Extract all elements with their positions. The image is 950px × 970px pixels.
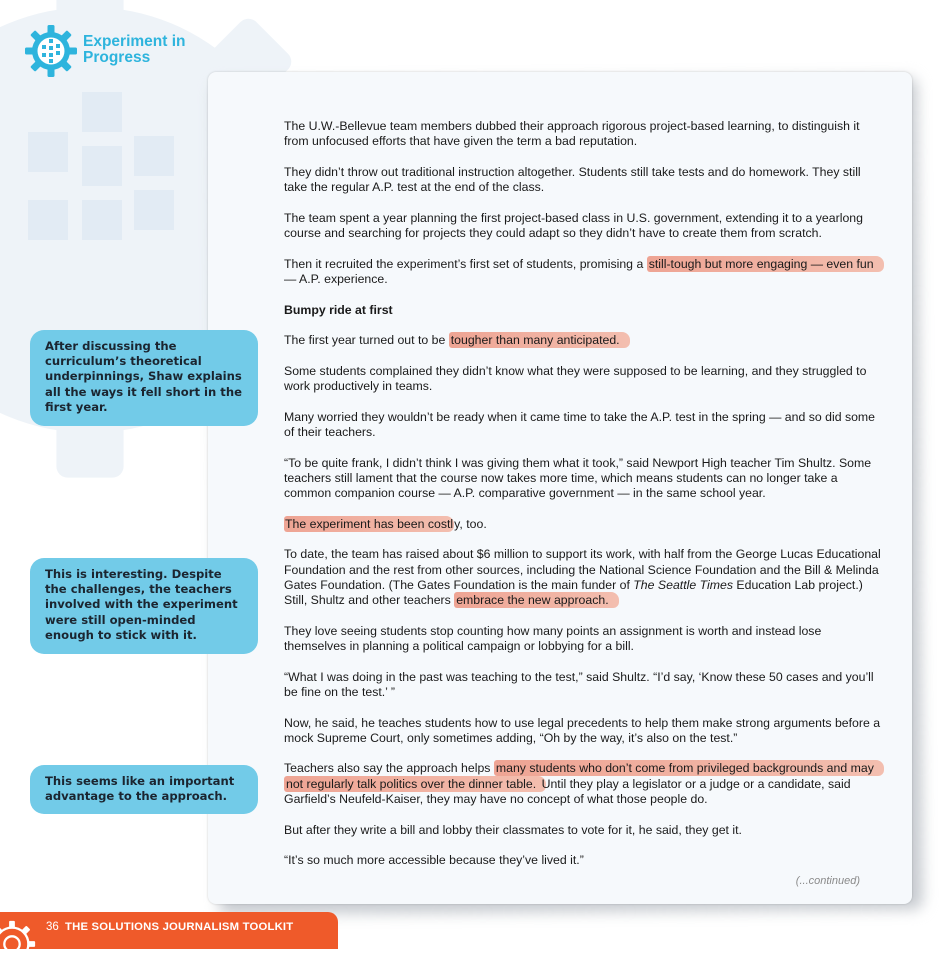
logo-text: [83, 34, 186, 65]
paragraph: [284, 257, 884, 288]
text-segment: Until they play a legislator or a judge or a candidate, said Garfield’s Neufeld-Kaiser, they may have no concept of what those people do.: [284, 776, 851, 807]
text-segment: Then it recruited the experiment’s first set of students, promising a: [284, 256, 647, 271]
paragraph: [284, 517, 884, 532]
paragraph: [284, 761, 884, 807]
publication-title: The Seattle Times: [633, 577, 733, 592]
text-segment: — A.P. experience.: [284, 271, 388, 286]
paragraph: “It’s so much more accessible because they’ve lived it.”: [284, 853, 584, 868]
paragraph: The U.W.-Bellevue team members dubbed their approach rigorous project-based learning, to distinguish it from unfocused efforts that have given the term a bad reputation.: [284, 119, 860, 149]
highlighted-text: tougher than many anticipated.: [449, 332, 630, 348]
annotation-note: After discussing the curriculum’s theoretical underpinnings, Shaw explains all the ways it fell short in the first year.: [30, 330, 258, 426]
paragraph: “What I was doing in the past was teaching to the test,” said Shultz. “I’d say, ‘Know these 50 cases and you’ll be fine on the test.’ ”: [284, 669, 874, 699]
logo-line-2: Progress: [83, 48, 151, 66]
text-segment: Education Lab project.) Still, Shultz and other teachers: [284, 577, 863, 608]
gear-logo-icon: [24, 24, 78, 78]
text-segment: To date, the team has raised about $6 million to support its work, with half from the George Lucas Educational Foundation and the rest from other sources, including the National Science Foundation and the Bill & Melinda Gates Foundation. (The Gates Foundation is the main funder of: [284, 547, 881, 592]
highlighted-text: The experiment has been costl: [285, 516, 454, 531]
paragraph: They didn’t throw out traditional instruction altogether. Students still take tests and do homework. They still take the regular A.P. test at the end of the class.: [284, 164, 861, 195]
annotation-note: This seems like an important advantage to the approach.: [30, 765, 258, 814]
paragraph: But after they write a bill and lobby their classmates to vote for it, he said, they get it.: [284, 822, 742, 837]
page-number: 36: [46, 921, 59, 933]
paragraph: Some students complained they didn’t know what they were supposed to be learning, and they struggled to work productively in teams.: [284, 363, 867, 394]
experiment-logo: [24, 24, 214, 80]
highlighted-text: many students who don’t come from privileged backgrounds and may not regularly talk politics over the dinner table.: [284, 760, 884, 791]
highlighted-text: embrace the new approach.: [454, 592, 618, 608]
footer-gear-icon: [0, 918, 38, 970]
text-segment: Teachers also say the approach helps: [284, 761, 494, 776]
text-segment: The first year turned out to be: [284, 333, 449, 348]
paragraph: [284, 333, 884, 348]
highlighted-text: still-tough but more engaging — even fun: [647, 256, 884, 272]
article-body: [284, 119, 884, 884]
section-subhead: Bumpy ride at first: [284, 302, 393, 317]
paragraph: Many worried they wouldn’t be ready when it came time to take the A.P. test in the spring — and so did some of their teachers.: [284, 409, 876, 439]
paragraph: The team spent a year planning the first project-based class in U.S. government, extending it to a yearlong course and searching for projects they could adapt so they didn’t have to create them from scratch.: [284, 210, 863, 241]
logo-line-1: Experiment in: [83, 33, 186, 50]
paragraph: [284, 547, 884, 608]
footer-title: THE SOLUTIONS JOURNALISM TOOLKIT: [65, 921, 294, 933]
page-footer: [0, 912, 338, 949]
text-segment: y, too.: [454, 516, 487, 531]
paragraph: “To be quite frank, I didn’t think I was giving them what it took,” said Newport High teacher Tim Shultz. Some teachers still lament that the course now takes more time, which means students can no longer take a common companion course — A.P. comparative government — in the same school year.: [284, 455, 872, 501]
continued-label: (...continued): [795, 875, 860, 887]
annotation-note: This is interesting. Despite the challenges, the teachers involved with the experiment were still open-minded enough to stick with it.: [30, 558, 258, 654]
paragraph: They love seeing students stop counting how many points an assignment is worth and instead lose themselves in planning a political campaign or lobbying for a bill.: [284, 623, 822, 654]
paragraph: Now, he said, he teaches students how to use legal precedents to help them make strong arguments before a mock Supreme Court, only sometimes adding, “Oh by the way, it’s also on the test.”: [284, 715, 881, 745]
background-squares-icon: [28, 92, 188, 252]
